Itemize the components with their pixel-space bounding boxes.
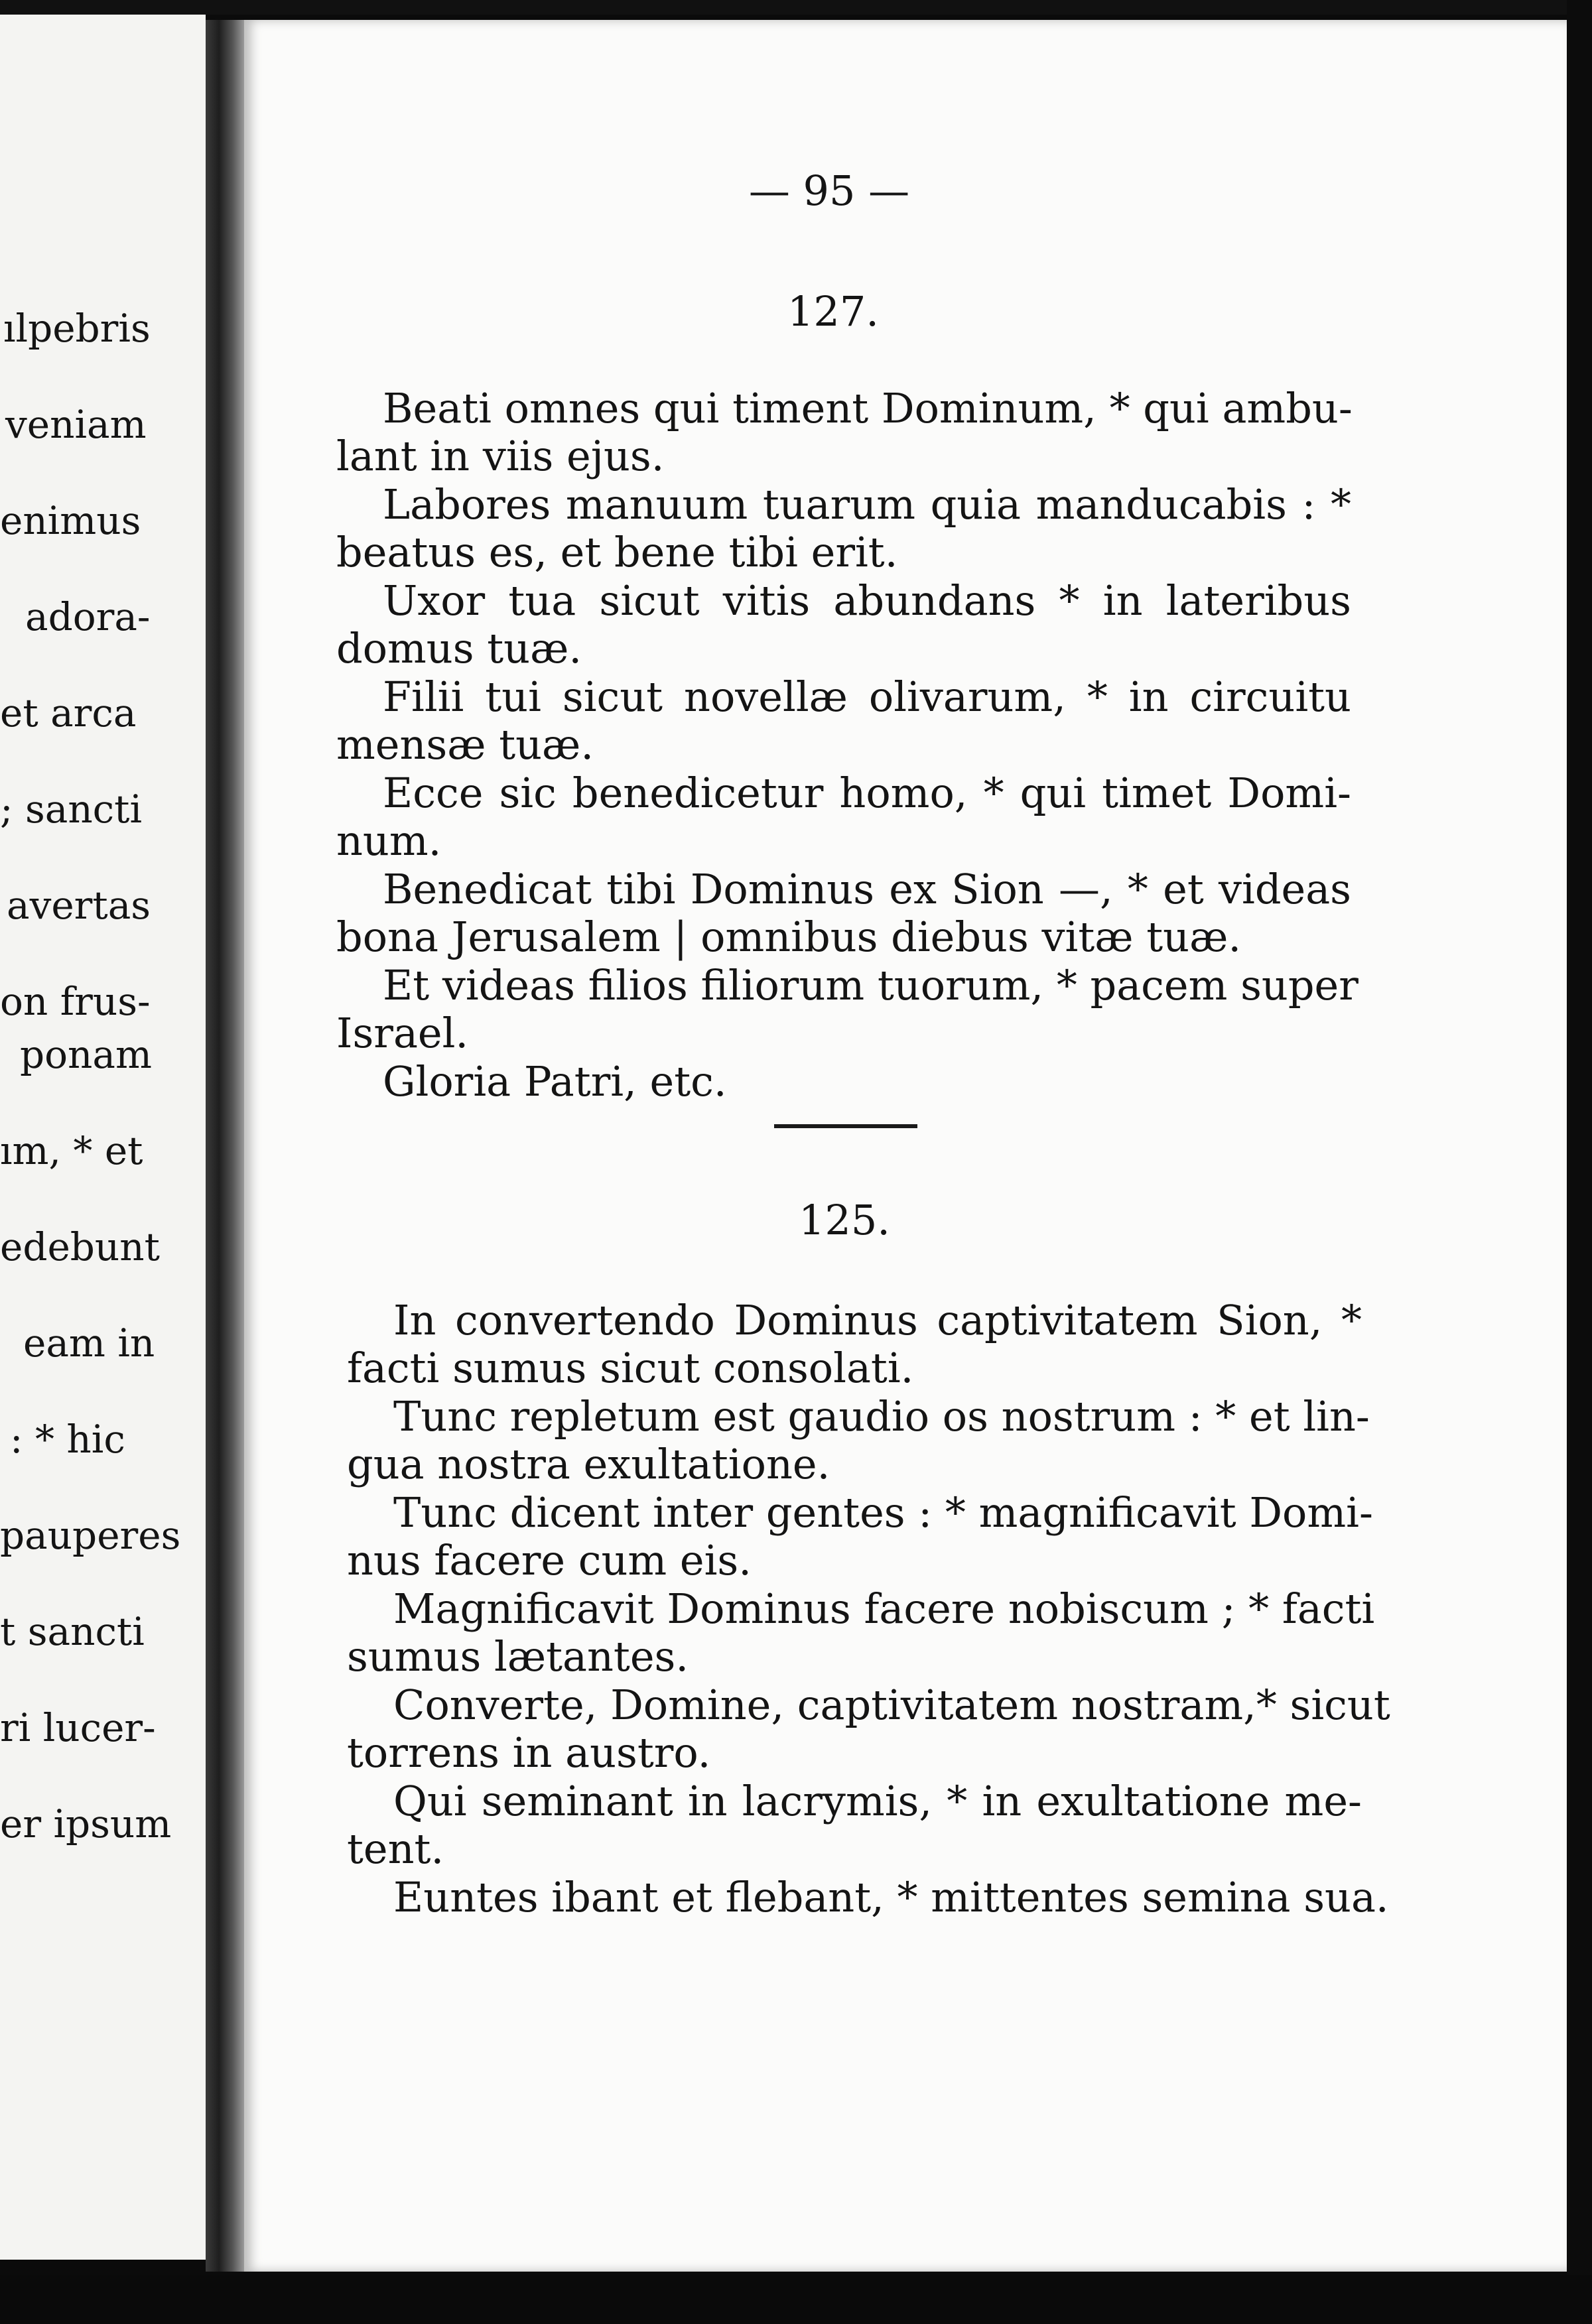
left-page-fragment: : * hic (10, 1417, 125, 1462)
scanner-frame-top (0, 0, 1592, 15)
psalm-127-verse-2: Labores manuum tuarum quia manducabis : * beatus es, et bene tibi erit. (336, 480, 1351, 576)
psalm-125-verse-7: Euntes ibant et flebant, * mittentes semina sua. (393, 1873, 1389, 1921)
left-page-fragment: ponam (20, 1032, 152, 1077)
left-page-fragment: et arca (0, 690, 137, 736)
left-page-fragment: pauperes (0, 1513, 181, 1558)
scanner-frame-bottom (0, 2275, 1592, 2324)
scanner-frame-right (1567, 0, 1592, 2324)
left-page-fragment: enimus (0, 498, 141, 543)
psalm-127-verse-3: Uxor tua sicut vitis abundans * in lateribus domus tuæ. (336, 576, 1351, 673)
psalm-125-verse-2: Tunc repletum est gaudio os nostrum : * et lin- gua nostra exultatione. (347, 1392, 1370, 1488)
psalm-125-verse-3: Tunc dicent inter gentes : * magnificavit Domi- nus facere cum eis. (347, 1488, 1373, 1584)
page-number: — 95 — (748, 166, 910, 215)
left-page-fragment: t sancti (0, 1609, 145, 1654)
previous-page-sliver (0, 15, 206, 2260)
psalm-127-verse-5: Ecce sic benedicetur homo, * qui timet Domi- num. (336, 769, 1351, 865)
book-gutter (206, 20, 244, 2272)
psalm-125-verse-6: Qui seminant in lacrymis, * in exultatione me- tent. (347, 1777, 1362, 1873)
left-page-fragment: ılpebris (3, 306, 151, 351)
left-page-fragment: veniam (5, 402, 147, 447)
left-page-fragment: on frus- (0, 979, 151, 1024)
psalm-127-verse-7: Et videas filios filiorum tuorum, * pacem super Israel. (336, 961, 1359, 1057)
section-divider (774, 1124, 917, 1128)
psalm-127-verse-4: Filii tui sicut novellæ olivarum, * in circuitu mensæ tuæ. (336, 673, 1351, 769)
left-page-fragment: eam in (23, 1321, 155, 1366)
psalm-127-number: 127. (787, 287, 880, 336)
left-page-fragment: adora- (25, 594, 151, 639)
left-page-fragment: ri lucer- (0, 1705, 156, 1750)
left-page-fragment: ; sancti (0, 787, 143, 832)
psalm-127-verse-1: Beati omnes qui timent Dominum, * qui ambu- lant in viis ejus. (336, 384, 1353, 480)
left-page-fragment: edebunt (0, 1224, 160, 1269)
left-page-fragment: er ipsum (0, 1801, 172, 1846)
left-page-fragment: avertas (7, 883, 151, 928)
psalm-125-verse-5: Converte, Domine, captivitatem nostram,* sicut torrens in austro. (347, 1681, 1390, 1777)
book-page (244, 20, 1567, 2272)
psalm-127-doxology: Gloria Patri, etc. (383, 1057, 727, 1106)
psalm-125-verse-4: Magnificavit Dominus facere nobiscum ; * facti sumus lætantes. (347, 1584, 1375, 1681)
psalm-125-number: 125. (798, 1196, 891, 1244)
psalm-125-verse-1: In convertendo Dominus captivitatem Sion, * facti sumus sicut consolati. (347, 1296, 1362, 1392)
left-page-fragment: ım, * et (0, 1128, 143, 1173)
psalm-127-verse-6: Benedicat tibi Dominus ex Sion —, * et videas bona Jerusalem | omnibus diebus vitæ tuæ. (336, 865, 1351, 961)
